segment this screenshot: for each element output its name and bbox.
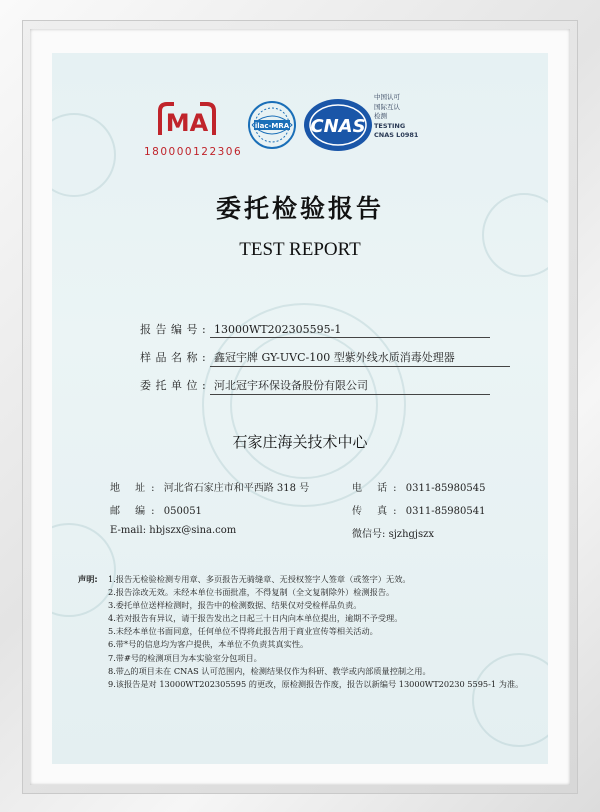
declaration-item: 1.报告无检验检测专用章、多页报告无骑缝章、无授权签字人签章（或签字）无效。 [108,574,411,584]
cnas-cn-line: 检测 [374,112,387,121]
info-label: 传 真: [352,506,403,517]
phone-value: 0311-85980545 [405,483,486,494]
field-label: 样品名称: [140,351,211,364]
svg-text:MA: MA [165,109,209,137]
address-line [110,479,309,494]
declaration-item: 5.未经本单位书面同意，任何单位不得将此报告用于商业宣传等相关活动。 [108,626,378,637]
info-label: 邮 编: [110,506,161,517]
declaration-list [108,573,538,691]
declaration-item: 7.带#号的检测项目为本实验室分包项目。 [108,652,262,663]
address-value: 河北省石家庄市和平西路 318 号 [163,483,310,494]
fax-line [352,502,485,517]
report-number-field [140,321,490,338]
field-label: 报告编号: [140,323,211,336]
info-label: 地 址: [110,483,161,494]
field-value: 13000WT202305595-1 [210,323,490,338]
info-label: 电 话: [352,483,403,494]
cnas-cn-line: 中国认可 [374,93,400,101]
watermark-seal-icon [52,523,116,617]
declaration-heading: 声明: [78,574,98,584]
report-title-cn: 委托检验报告 [215,194,384,223]
fax-value: 0311-85980541 [405,506,486,517]
svg-text:ilac-MRA: ilac-MRA [254,122,290,130]
issuing-center-name: 石家庄海关技术中心 [232,433,368,451]
declaration-item: 8.带△的项目未在 CNAS 认可范围内，检测结果仅作为科研、教学或内部质量控制之用。 [108,665,431,676]
cnas-cn-line: 国际互认 [374,102,400,111]
info-label: E-mail: [110,525,147,536]
certificate-paper [52,53,548,764]
field-value: 鑫冠宇牌 GY-UVC-100 型紫外线水质消毒处理器 [210,349,510,367]
wechat-line [352,525,434,540]
declaration-item: 9.该报告是对 13000WT202305595 的更改，原检测报告作废，报告以新编号 13000WT20230 5595-1 为准。 [108,678,524,689]
field-label: 委托单位: [140,379,211,392]
report-title-en: TEST REPORT [239,239,361,260]
client-field [140,377,490,395]
wechat-value: sjzhgjszx [388,529,435,540]
cnas-logo-icon [302,97,374,153]
email-line [110,525,236,536]
cnas-accreditation-text [374,93,418,141]
cma-logo-icon [152,99,222,143]
declaration-item: 2.报告涂改无效。未经本单位书面批准，不得复制（全文复制除外）检测报告。 [108,587,395,598]
declaration-item: 6.带*号的信息均为客户提供，本单位不负责其真实性。 [108,639,309,650]
watermark-seal-icon [52,113,116,197]
zip-value: 050051 [163,506,202,517]
sample-name-field [140,349,510,367]
field-value: 河北冠宇环保设备股份有限公司 [210,377,490,395]
cma-certificate-number: 180000122306 [144,146,243,158]
zip-line [110,502,202,517]
info-label: 微信号: [352,529,386,540]
declaration-item: 3.委托单位送样检测时，报告中的检测数据、结果仅对受检样品负责。 [108,600,362,611]
svg-text:CNAS: CNAS [310,116,366,137]
declaration-item: 4.若对报告有异议，请于报告发出之日起三十日内向本单位提出，逾期不予受理。 [108,613,403,624]
cnas-en-line: CNAS L0981 [374,131,419,140]
phone-line [352,479,485,494]
cnas-en-line: TESTING [374,121,406,130]
ilac-mra-logo-icon [246,99,298,151]
email-value: hbjszx@sina.com [149,525,237,536]
